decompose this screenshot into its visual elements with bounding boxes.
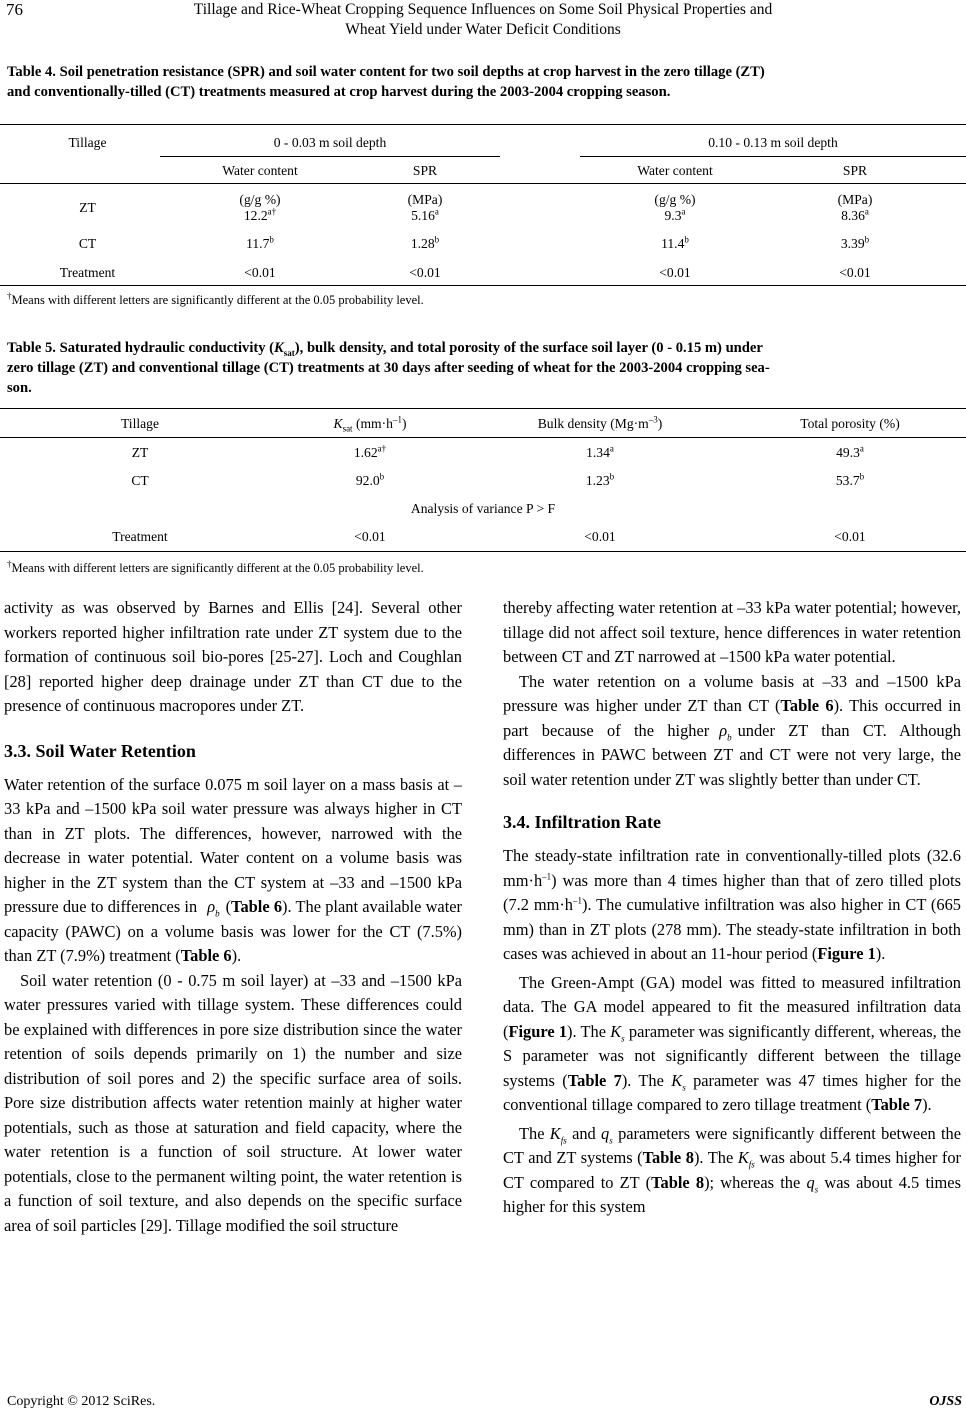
table4-header-spr2: SPR bbox=[842, 163, 868, 178]
table5-header-tillage: Tillage bbox=[120, 416, 160, 431]
table5-value: 49.3$^a$ bbox=[836, 443, 864, 460]
table4-row-treatment-label: Treatment bbox=[59, 265, 116, 280]
table4-row-zt-label: ZT bbox=[79, 200, 96, 215]
table5-value: $1.62^{a\dagger}$ bbox=[353, 443, 387, 460]
table4-depth1-rule bbox=[160, 156, 500, 157]
table4-header-depth1: 0 - 0.03 m soil depth bbox=[273, 135, 387, 150]
table5-value: 1.23$^b$ bbox=[585, 471, 615, 488]
table5-header-rule bbox=[0, 437, 966, 438]
table4-bottom-rule bbox=[0, 285, 966, 286]
table5-value: <0.01 bbox=[834, 529, 866, 544]
paragraph: Soil water retention (0 - 0.75 m soil layer) at –33 and –1500 kPa water pressures varied with tillage system. These differences could be explained with differences in pore size distribution since the water retention of soils depends primarily on 1) the number and size distribution of soil pores and 2) the specific surface area of soils. Pore size distribution affects water retention mainly at higher water potentials, such as those at saturation and field capacity, where the water retention is a function of soil structure. At lower water potentials, close to the permanent wilting point, the water retention is a function of soil texture, and also depends on the specific surface area of soil particles [29]. Tillage modified the soil structure bbox=[4, 970, 462, 1235]
paragraph: Water retention of the surface 0.075 m soil layer on a mass basis at –33 kPa and –1500 kPa soil water pressure was always higher in CT than in ZT plots. The differences, however, narrowed with the decrease in water potential. Water content on a volume basis was higher in the ZT system than the CT system at –33 and –1500 kPa pressure due to differences in $\rho_b$ (Table 6). The plant available water capacity (PAWC) on a volume basis was lower for the CT (7.5%) than ZT (7.9%) treatment (Table 6). bbox=[4, 774, 462, 965]
table4-footnote: †Means with different letters are significantly different at the 0.05 probability level. bbox=[7, 290, 424, 307]
table4-cell bbox=[780, 192, 930, 224]
table4-cell bbox=[180, 192, 340, 224]
table4-value: 5.16$^a$ bbox=[411, 206, 439, 223]
table5-anova-label: Analysis of variance P > F bbox=[410, 501, 556, 516]
table5-bottom-rule bbox=[0, 551, 966, 552]
paragraph: The $K_{fs}$ and $q_s$ parameters were significantly different between the CT and ZT systems (Table 8). The $K_{fs}$ was about 5.4 times higher for CT compared to ZT (Table 8); whereas the $q_s$ was about 4.5 times higher for this system bbox=[503, 1123, 962, 1216]
section-heading: 3.4. Infiltration Rate bbox=[503, 812, 661, 832]
table4-unit-spr: (MPa) bbox=[407, 192, 443, 207]
table5-value: <0.01 bbox=[354, 529, 386, 544]
page-number: 76 bbox=[6, 0, 23, 19]
table4-header-wc1: Water content bbox=[222, 163, 298, 178]
table5-header-porosity: Total porosity (%) bbox=[800, 416, 900, 431]
running-title bbox=[80, 0, 886, 40]
table4-value: <0.01 bbox=[409, 265, 441, 280]
running-title-line-2: Wheat Yield under Water Deficit Conditions bbox=[345, 21, 621, 38]
table4-unit-wc: (g/g %) bbox=[239, 192, 281, 207]
table4-top-rule bbox=[0, 124, 966, 125]
table4-header-tillage: Tillage bbox=[68, 135, 107, 150]
table5-caption-line-2: zero tillage (ZT) and conventional tillage (CT) treatments at 30 days after seeding of wheat for the 2003-2004 cropping sea- bbox=[7, 360, 770, 376]
paragraph: thereby affecting water retention at –33 kPa water potential; however, tillage did not affect soil texture, hence differences in water retention between CT and ZT narrowed at –1500 kPa water potential. bbox=[503, 598, 961, 666]
table5-value: 53.7$^b$ bbox=[835, 471, 865, 488]
table5-value: 1.34$^a$ bbox=[586, 443, 614, 460]
table4-row-ct-label: CT bbox=[78, 236, 97, 251]
table4-caption-line-2: and conventionally-tilled (CT) treatments measured at crop harvest during the 2003-2004 cropping season. bbox=[7, 84, 671, 100]
table4-value: 8.36$^a$ bbox=[841, 206, 869, 223]
table4-value: 9.3$^a$ bbox=[664, 206, 686, 223]
table5-top-rule bbox=[0, 408, 966, 409]
table4-value: 11.7$^b$ bbox=[246, 234, 274, 251]
paragraph: The water retention on a volume basis at –33 and –1500 kPa pressure was higher under ZT than CT (Table 6). This occurred in part because of the higher $\rho_b$ under ZT than CT. Although differences in PAWC between ZT and CT were not very large, the soil water retention under ZT was slightly better than under CT. bbox=[503, 671, 962, 789]
table5-row-ct-label: CT bbox=[131, 473, 149, 488]
table4-header-spr1: SPR bbox=[412, 163, 438, 178]
table5-caption bbox=[7, 338, 965, 398]
right-column bbox=[503, 596, 961, 1220]
table4-header-wc2: Water content bbox=[637, 163, 713, 178]
paragraph: The steady-state infiltration rate in conventionally-tilled plots (32.6 $mm\cdot h^{-1}$) was more than 4 times higher than that of zero tilled plots (7.2 $mm\cdot h^{-1}$). The cumulative infiltration was also higher in CT (665 mm) than in ZT plots (278 mm). The steady-state infiltration in both cases was achieved in about an 11-hour period (Figure 1). bbox=[503, 846, 961, 963]
table4-unit-spr: (MPa) bbox=[837, 192, 873, 207]
table4-value: <0.01 bbox=[659, 265, 691, 280]
table4-value: $12.2^{a\dagger}$ bbox=[243, 206, 277, 223]
table5-footnote: †Means with different letters are significantly different at the 0.05 probability level. bbox=[7, 558, 424, 575]
table4-caption bbox=[7, 62, 965, 102]
table4-header-depth2: 0.10 - 0.13 m soil depth bbox=[708, 135, 838, 150]
table4-value: 3.39$^b$ bbox=[840, 234, 870, 251]
section-heading: 3.3. Soil Water Retention bbox=[4, 740, 196, 761]
table4-unit-wc: (g/g %) bbox=[654, 192, 696, 207]
copyright: Copyright © 2012 SciRes. bbox=[7, 1394, 156, 1409]
table4-value: <0.01 bbox=[839, 265, 871, 280]
paragraph: The Green-Ampt (GA) model was fitted to measured infiltration data. The GA model appeared to fit the measured infiltration data (Figure 1). The $K_s$ parameter was significantly different, whereas, the S parameter was not significantly different between the tillage systems (Table 7). The $K_s$ parameter was 47 times higher for the conventional tillage compared to zero tillage treatment (Table 7). bbox=[503, 972, 961, 1114]
table5-value: 92.0$^b$ bbox=[355, 471, 385, 488]
table5-header-ksat: $K_{sat}$ $(mm\cdot h^{-1})$ bbox=[333, 414, 407, 434]
table5-row-treatment-label: Treatment bbox=[112, 529, 168, 544]
table5-caption-line-3: son. bbox=[7, 380, 32, 396]
paragraph: activity as was observed by Barnes and Ellis [24]. Several other workers reported higher infiltration rate under ZT system due to the formation of continuous soil bio-pores [25-27]. Loch and Coughlan [28] reported higher deep drainage under ZT than CT due to the presence of continuous macropores under ZT. bbox=[4, 598, 462, 715]
running-title-line-1: Tillage and Rice-Wheat Cropping Sequence Influences on Some Soil Physical Properties and bbox=[193, 1, 773, 18]
table4-depth2-rule bbox=[580, 156, 966, 157]
table4-caption-line-1: Table 4. Soil penetration resistance (SPR) and soil water content for two soil depths at crop harvest in the zero tillage (ZT) bbox=[7, 64, 765, 80]
left-column bbox=[4, 596, 462, 1238]
table5-row-zt-label: ZT bbox=[131, 445, 149, 460]
table4-cell bbox=[350, 192, 500, 224]
table4-header-rule bbox=[0, 183, 966, 184]
table4-cell bbox=[600, 192, 750, 224]
table4-value: 1.28$^b$ bbox=[410, 234, 440, 251]
table5-caption-line-1: Table 5. Saturated hydraulic conductivity $(K_{sat})$, bulk density, and total porosity of the surface soil layer (0 - 0.15 m) under bbox=[7, 340, 763, 358]
table4-value: 11.4$^b$ bbox=[661, 234, 689, 251]
table5-value: <0.01 bbox=[584, 529, 616, 544]
table5-header-bulk: Bulk density $(Mg\cdot m^{-3})$ bbox=[537, 414, 663, 431]
table4-value: <0.01 bbox=[244, 265, 276, 280]
journal-abbrev: OJSS bbox=[929, 1394, 962, 1409]
